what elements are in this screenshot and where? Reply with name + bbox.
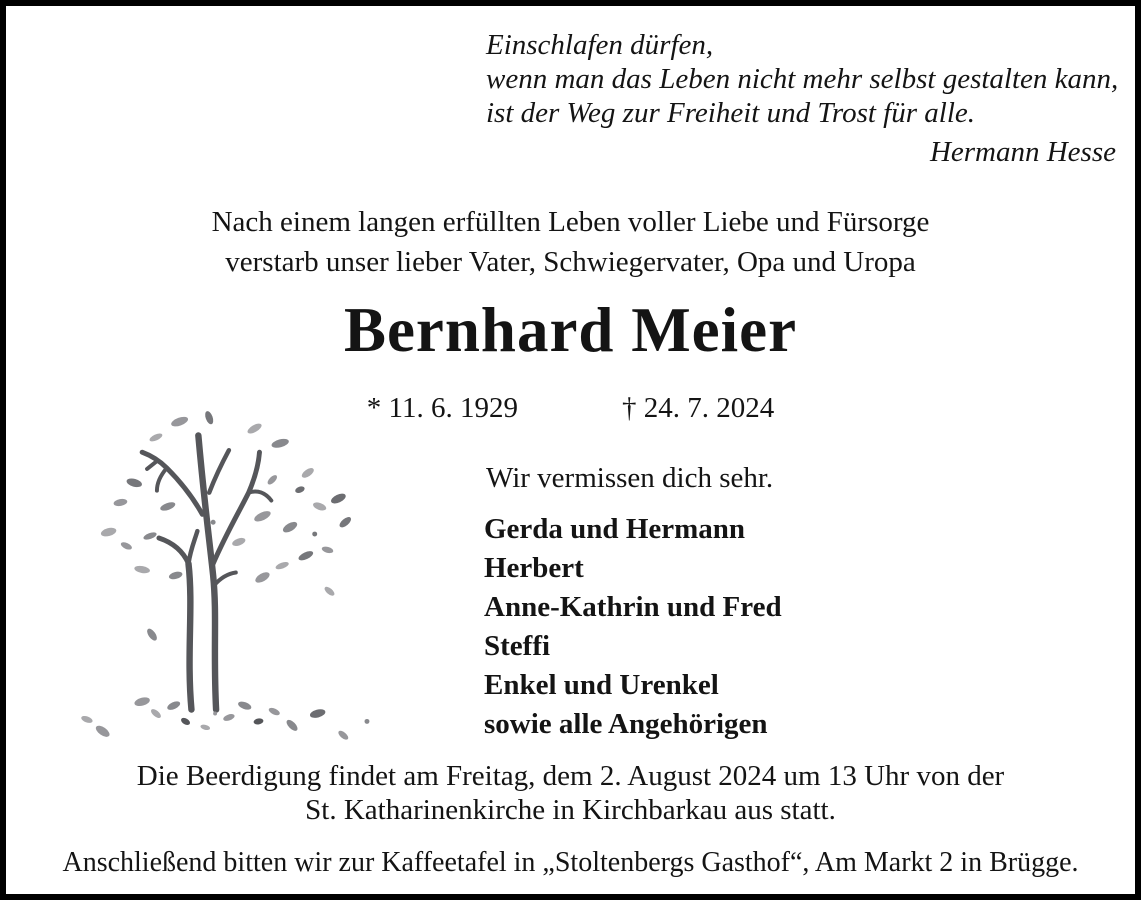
- funeral-details: [6, 759, 1135, 827]
- quote-block: [486, 28, 1119, 169]
- intro-line: Nach einem langen erfüllten Leben voller Liebe und Fürsorge: [211, 206, 930, 238]
- mourner-line: Steffi: [484, 630, 551, 662]
- quote-line: wenn man das Leben nicht mehr selbst gestalten kann,: [486, 63, 1119, 95]
- tree-illustration: [62, 396, 384, 751]
- quote-line: ist der Weg zur Freiheit und Trost für alle.: [486, 97, 975, 129]
- mourner-line: Gerda und Hermann: [484, 513, 746, 545]
- death-date: † 24. 7. 2024: [621, 392, 775, 424]
- funeral-line: St. Katharinenkirche in Kirchbarkau aus statt.: [305, 794, 836, 826]
- mourner-line: Herbert: [484, 552, 584, 584]
- mourner-line: Anne-Kathrin und Fred: [484, 591, 782, 623]
- funeral-line: Die Beerdigung findet am Freitag, dem 2. August 2024 um 13 Uhr von der: [136, 760, 1005, 792]
- intro-line: verstarb unser lieber Vater, Schwiegervater, Opa und Uropa: [225, 246, 916, 278]
- quote-line: Einschlafen dürfen,: [486, 29, 714, 61]
- mourner-line: sowie alle Angehörigen: [484, 708, 768, 740]
- intro-text: [6, 202, 1135, 282]
- mourners-list: [484, 510, 782, 744]
- quote-attribution: Hermann Hesse: [929, 136, 1116, 168]
- birth-date: * 11. 6. 1929: [366, 392, 518, 424]
- deceased-name: Bernhard Meier: [343, 295, 798, 365]
- mourner-line: Enkel und Urenkel: [484, 669, 719, 701]
- reception-details: Anschließend bitten wir zur Kaffeetafel in „Stoltenbergs Gasthof“, Am Markt 2 in Brügge.: [62, 847, 1079, 878]
- mourning-sentence: Wir vermissen dich sehr.: [486, 462, 774, 494]
